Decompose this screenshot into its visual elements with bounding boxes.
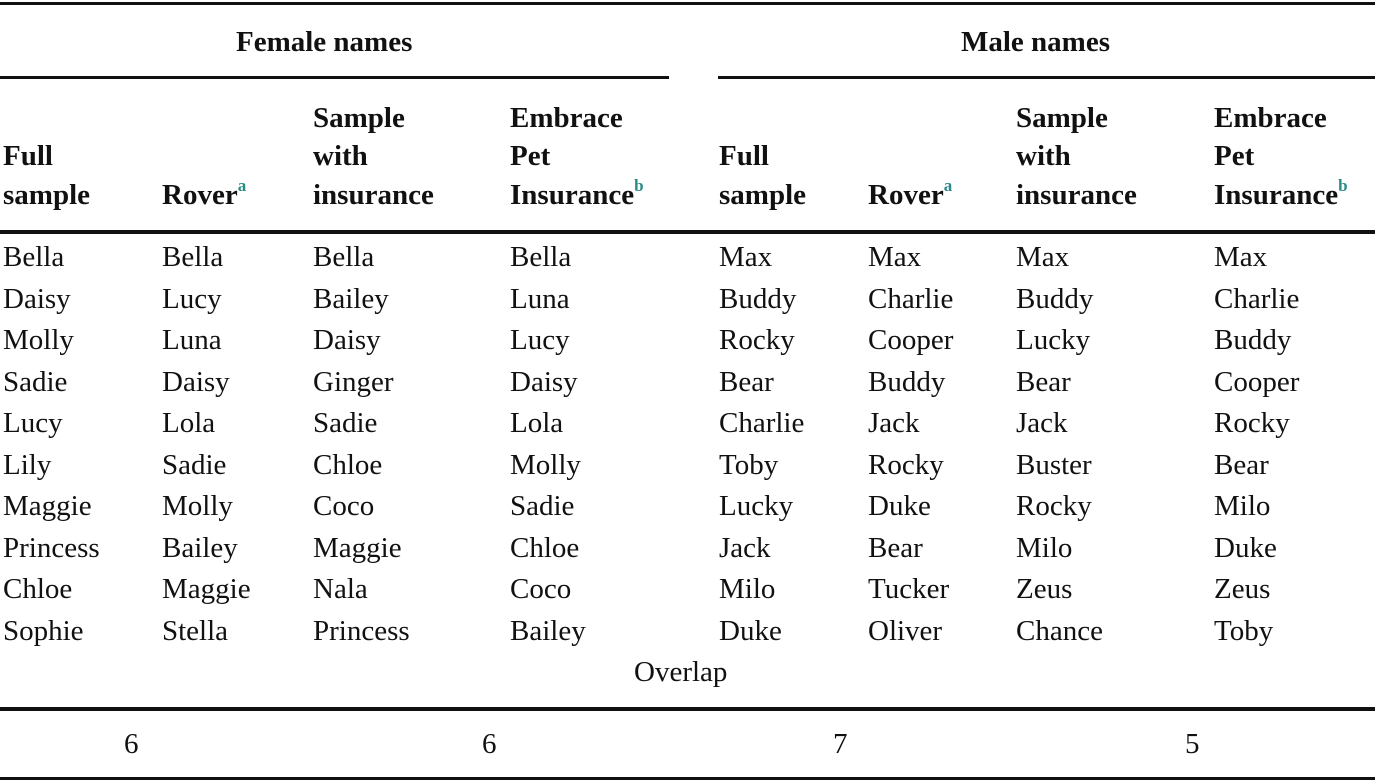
name-cell: Bailey [510, 614, 586, 647]
name-cell: Luna [510, 282, 570, 315]
name-cell: Max [868, 241, 922, 273]
name-cell: Bear [1016, 365, 1071, 398]
name-cell: Lola [162, 407, 216, 439]
male-embrace-column [1214, 241, 1299, 656]
name-cell: Sadie [313, 407, 378, 439]
header-line: Rover [162, 178, 238, 211]
footnote-a-marker: a [237, 175, 247, 195]
name-cell: Duke [868, 490, 931, 522]
header-female-full-sample [3, 98, 90, 214]
male-sample-with-insurance-column [1016, 241, 1103, 656]
name-cell: Coco [510, 573, 572, 605]
name-cell: Stella [162, 614, 229, 647]
female-group-rule [0, 76, 669, 79]
header-line: Insurance [510, 178, 635, 211]
top-rule [0, 2, 1375, 5]
overlap-label: Overlap [634, 656, 728, 688]
name-cell: Rocky [1016, 490, 1092, 522]
header-female-embrace-pet-insurance [510, 98, 644, 214]
name-cell: Max [719, 241, 773, 273]
name-cell: Luna [162, 324, 222, 356]
name-cell: Buddy [1214, 324, 1292, 356]
female-sample-with-insurance-column [313, 241, 410, 656]
name-cell: Jack [719, 531, 771, 564]
name-cell: Chloe [313, 448, 383, 481]
name-cell: Lucy [3, 407, 63, 439]
name-cell: Rocky [719, 324, 795, 356]
name-cell: Maggie [162, 573, 251, 605]
header-male-sample-with-insurance [1016, 98, 1137, 214]
name-cell: Rocky [1214, 407, 1290, 439]
name-cell: Daisy [313, 324, 381, 356]
name-cell: Lucky [719, 490, 794, 522]
header-line: sample [719, 178, 806, 211]
header-line: Embrace [510, 101, 623, 134]
header-line: Embrace [1214, 101, 1327, 134]
name-cell: Bailey [162, 531, 238, 564]
name-cell: Daisy [3, 282, 71, 315]
name-cell: Molly [510, 448, 581, 481]
name-cell: Zeus [1016, 573, 1073, 605]
name-cell: Daisy [162, 365, 230, 398]
name-cell: Bear [868, 531, 923, 564]
overlap-value: 7 [833, 728, 848, 760]
header-line: with [1016, 140, 1071, 172]
name-cell: Tucker [868, 573, 950, 605]
name-cell: Lucy [510, 324, 570, 356]
name-cell: Bella [162, 241, 224, 273]
name-cell: Princess [3, 531, 100, 564]
bottom-rule [0, 777, 1375, 780]
name-cell: Sadie [162, 448, 227, 481]
name-cell: Sadie [3, 365, 68, 398]
name-cell: Bella [313, 241, 375, 273]
name-cell: Max [1016, 241, 1070, 273]
footnote-b-marker: b [634, 175, 644, 195]
name-cell: Bailey [313, 282, 389, 315]
header-line: Sample [313, 101, 405, 134]
header-line: Full [719, 140, 769, 172]
header-line: insurance [313, 178, 434, 211]
name-cell: Buster [1016, 448, 1092, 481]
name-cell: Jack [1016, 407, 1068, 439]
name-cell: Duke [1214, 531, 1277, 564]
name-cell: Milo [719, 573, 776, 605]
name-cell: Charlie [868, 282, 954, 315]
name-cell: Toby [719, 448, 779, 481]
name-cell: Cooper [1214, 365, 1300, 398]
overlap-value: 6 [482, 728, 497, 760]
name-cell: Ginger [313, 365, 394, 398]
name-cell: Milo [1016, 531, 1073, 564]
overlap-value: 6 [124, 728, 139, 760]
name-cell: Buddy [1016, 282, 1094, 315]
name-cell: Chloe [510, 531, 580, 564]
name-cell: Charlie [1214, 282, 1300, 315]
name-cell: Buddy [868, 365, 946, 398]
male-group-header: Male names [961, 26, 1110, 58]
name-cell: Chloe [3, 573, 73, 605]
name-cell: Toby [1214, 614, 1274, 647]
name-cell: Sadie [510, 490, 575, 522]
name-cell: Buddy [719, 282, 797, 315]
header-female-sample-with-insurance [313, 98, 434, 214]
name-cell: Oliver [868, 614, 943, 647]
overlap-value: 5 [1185, 728, 1200, 760]
header-male-full-sample [719, 98, 806, 214]
female-full-sample-column [3, 241, 100, 656]
header-male-embrace-pet-insurance [1214, 98, 1348, 214]
header-female-rover [162, 98, 246, 214]
header-male-rover [868, 98, 952, 214]
name-cell: Bella [3, 241, 65, 273]
name-cell: Charlie [719, 407, 805, 439]
name-cell: Milo [1214, 490, 1271, 522]
name-cell: Cooper [868, 324, 954, 356]
header-line: Pet [1214, 140, 1255, 172]
name-cell: Bella [510, 241, 572, 273]
header-line: Full [3, 140, 53, 172]
header-line: Sample [1016, 101, 1108, 134]
name-cell: Max [1214, 241, 1268, 273]
male-group-rule [718, 76, 1375, 79]
male-rover-column [868, 241, 953, 656]
header-line: with [313, 140, 368, 172]
name-cell: Rocky [868, 448, 944, 481]
name-cell: Sophie [3, 614, 84, 647]
header-bottom-rule [0, 230, 1375, 234]
overlap-top-rule [0, 707, 1375, 711]
name-cell: Molly [3, 324, 74, 356]
name-cell: Maggie [3, 490, 92, 522]
name-cell: Bear [719, 365, 774, 398]
name-cell: Lucy [162, 282, 222, 315]
name-cell: Maggie [313, 531, 402, 564]
name-cell: Coco [313, 490, 375, 522]
female-group-header: Female names [236, 26, 413, 58]
name-cell: Duke [719, 614, 782, 647]
header-line: Rover [868, 178, 944, 211]
name-cell: Molly [162, 490, 233, 522]
header-line: Insurance [1214, 178, 1339, 211]
name-cell: Jack [868, 407, 920, 439]
header-line: Pet [510, 140, 551, 172]
header-line: insurance [1016, 178, 1137, 211]
female-rover-column [162, 241, 251, 656]
name-cell: Lily [3, 448, 52, 481]
footnote-b-marker: b [1338, 175, 1348, 195]
name-cell: Chance [1016, 614, 1103, 647]
name-cell: Princess [313, 614, 410, 647]
name-cell: Lola [510, 407, 564, 439]
male-full-sample-column [719, 241, 804, 656]
name-cell: Daisy [510, 365, 578, 398]
female-embrace-column [510, 241, 586, 656]
name-cell: Zeus [1214, 573, 1271, 605]
name-cell: Nala [313, 573, 368, 605]
header-line: sample [3, 178, 90, 211]
footnote-a-marker: a [943, 175, 953, 195]
name-cell: Lucky [1016, 324, 1091, 356]
name-cell: Bear [1214, 448, 1269, 481]
